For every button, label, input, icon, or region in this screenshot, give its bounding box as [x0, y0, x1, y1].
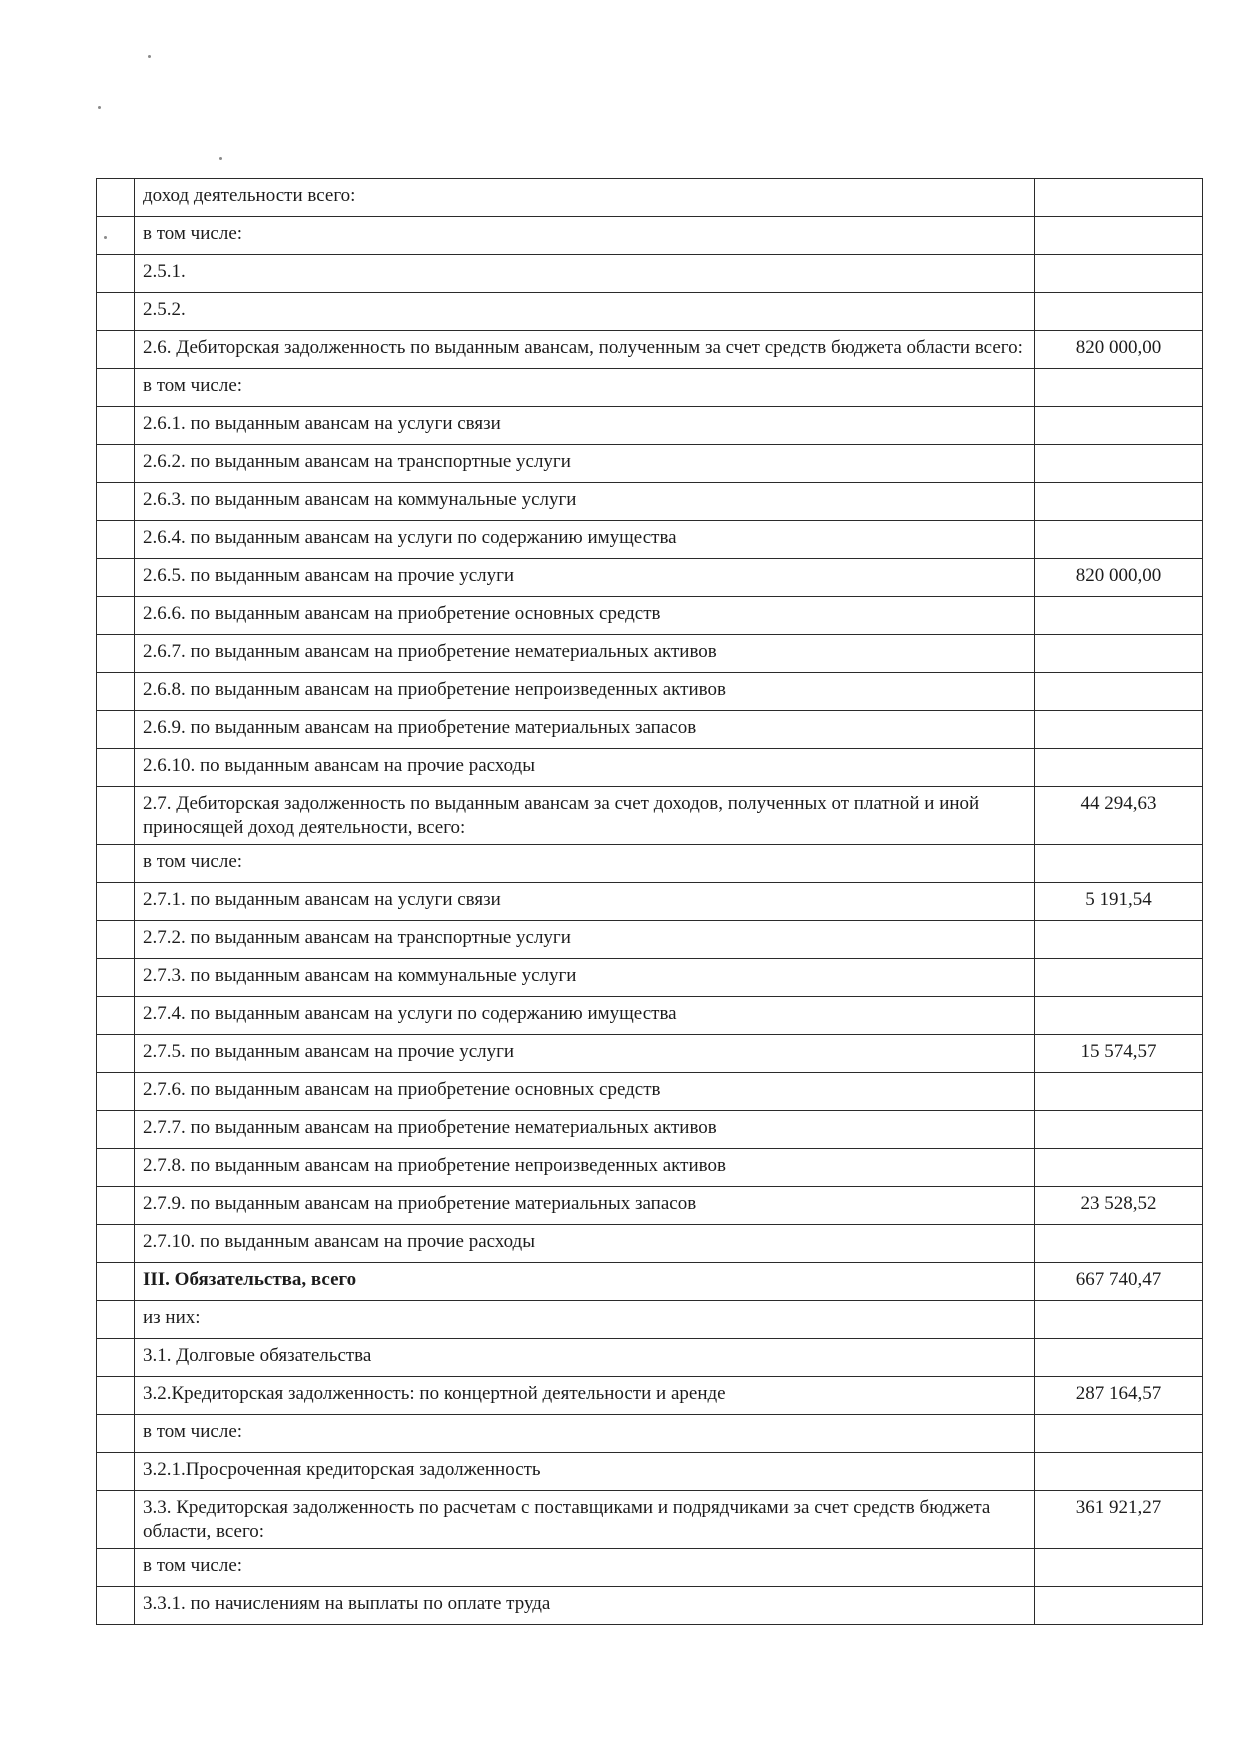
table-row — [97, 997, 1203, 1035]
row-number-cell — [97, 921, 135, 959]
row-number-cell — [97, 787, 135, 845]
row-description: 2.7.7. по выданным авансам на приобретение нематериальных активов — [135, 1111, 1035, 1149]
row-amount — [1035, 1339, 1203, 1377]
table-row — [97, 1377, 1203, 1415]
row-description: 2.7.6. по выданным авансам на приобретение основных средств — [135, 1073, 1035, 1111]
row-amount — [1035, 1415, 1203, 1453]
table-row — [97, 883, 1203, 921]
row-description: 2.6.3. по выданным авансам на коммунальные услуги — [135, 483, 1035, 521]
table-row — [97, 787, 1203, 845]
row-amount — [1035, 673, 1203, 711]
row-number-cell — [97, 255, 135, 293]
row-description: 2.7. Дебиторская задолженность по выданным авансам за счет доходов, полученных от платной и иной приносящей доход деятельности, всего: — [135, 787, 1035, 845]
row-description: 2.6. Дебиторская задолженность по выданным авансам, полученным за счет средств бюджета области всего: — [135, 331, 1035, 369]
row-amount — [1035, 293, 1203, 331]
row-number-cell — [97, 217, 135, 255]
table-row — [97, 179, 1203, 217]
row-number-cell — [97, 1263, 135, 1301]
table-row — [97, 559, 1203, 597]
row-amount — [1035, 483, 1203, 521]
table-row — [97, 673, 1203, 711]
table-row — [97, 597, 1203, 635]
row-description: доход деятельности всего: — [135, 179, 1035, 217]
table-row — [97, 1149, 1203, 1187]
table-row — [97, 921, 1203, 959]
row-amount — [1035, 921, 1203, 959]
row-description: 2.6.8. по выданным авансам на приобретение непроизведенных активов — [135, 673, 1035, 711]
row-amount — [1035, 1073, 1203, 1111]
row-amount: 23 528,52 — [1035, 1187, 1203, 1225]
row-number-cell — [97, 445, 135, 483]
row-number-cell — [97, 179, 135, 217]
row-number-cell — [97, 1453, 135, 1491]
row-number-cell — [97, 1111, 135, 1149]
table-row — [97, 1415, 1203, 1453]
table-row — [97, 407, 1203, 445]
row-number-cell — [97, 1073, 135, 1111]
table-row — [97, 1187, 1203, 1225]
row-description: в том числе: — [135, 1415, 1035, 1453]
table-row — [97, 217, 1203, 255]
row-amount: 361 921,27 — [1035, 1491, 1203, 1549]
table-row — [97, 331, 1203, 369]
row-number-cell — [97, 1035, 135, 1073]
row-amount — [1035, 1301, 1203, 1339]
row-description: 2.7.9. по выданным авансам на приобретение материальных запасов — [135, 1187, 1035, 1225]
row-description: из них: — [135, 1301, 1035, 1339]
table-row — [97, 1491, 1203, 1549]
row-amount — [1035, 749, 1203, 787]
row-number-cell — [97, 1587, 135, 1625]
table-row — [97, 1549, 1203, 1587]
table-row — [97, 1587, 1203, 1625]
row-amount: 287 164,57 — [1035, 1377, 1203, 1415]
row-number-cell — [97, 1187, 135, 1225]
row-amount — [1035, 1587, 1203, 1625]
table-row — [97, 483, 1203, 521]
row-number-cell — [97, 959, 135, 997]
row-description: 2.6.10. по выданным авансам на прочие расходы — [135, 749, 1035, 787]
row-description: 2.7.10. по выданным авансам на прочие расходы — [135, 1225, 1035, 1263]
row-number-cell — [97, 883, 135, 921]
row-description: в том числе: — [135, 1549, 1035, 1587]
table-row — [97, 845, 1203, 883]
row-number-cell — [97, 711, 135, 749]
row-number-cell — [97, 331, 135, 369]
table-row — [97, 1225, 1203, 1263]
row-amount: 667 740,47 — [1035, 1263, 1203, 1301]
row-description: 2.6.9. по выданным авансам на приобретение материальных запасов — [135, 711, 1035, 749]
row-description: III. Обязательства, всего — [135, 1263, 1035, 1301]
row-amount: 5 191,54 — [1035, 883, 1203, 921]
row-amount — [1035, 217, 1203, 255]
scan-speck — [148, 55, 151, 58]
row-description: в том числе: — [135, 845, 1035, 883]
row-number-cell — [97, 1377, 135, 1415]
row-number-cell — [97, 635, 135, 673]
row-amount — [1035, 711, 1203, 749]
row-number-cell — [97, 845, 135, 883]
row-number-cell — [97, 559, 135, 597]
row-amount — [1035, 369, 1203, 407]
row-description: 3.3.1. по начислениям на выплаты по оплате труда — [135, 1587, 1035, 1625]
table-row — [97, 445, 1203, 483]
row-number-cell — [97, 1301, 135, 1339]
row-description: 2.5.1. — [135, 255, 1035, 293]
row-amount — [1035, 635, 1203, 673]
row-description: 2.6.2. по выданным авансам на транспортные услуги — [135, 445, 1035, 483]
row-amount: 820 000,00 — [1035, 559, 1203, 597]
row-number-cell — [97, 369, 135, 407]
row-description: 2.7.2. по выданным авансам на транспортные услуги — [135, 921, 1035, 959]
table-row — [97, 521, 1203, 559]
row-number-cell — [97, 673, 135, 711]
row-amount — [1035, 445, 1203, 483]
row-description: 2.6.7. по выданным авансам на приобретение нематериальных активов — [135, 635, 1035, 673]
scan-speck — [219, 157, 222, 160]
table-row — [97, 635, 1203, 673]
row-amount: 44 294,63 — [1035, 787, 1203, 845]
row-description: в том числе: — [135, 369, 1035, 407]
row-description: 2.7.5. по выданным авансам на прочие услуги — [135, 1035, 1035, 1073]
row-amount — [1035, 255, 1203, 293]
row-description: 2.7.4. по выданным авансам на услуги по содержанию имущества — [135, 997, 1035, 1035]
row-number-cell — [97, 293, 135, 331]
row-amount — [1035, 997, 1203, 1035]
row-description: 3.2.Кредиторская задолженность: по концертной деятельности и аренде — [135, 1377, 1035, 1415]
row-number-cell — [97, 483, 135, 521]
report-table-body — [97, 179, 1203, 1625]
row-amount — [1035, 1225, 1203, 1263]
row-description: в том числе: — [135, 217, 1035, 255]
row-description: 2.7.1. по выданным авансам на услуги связи — [135, 883, 1035, 921]
row-number-cell — [97, 1415, 135, 1453]
table-row — [97, 255, 1203, 293]
row-description: 2.5.2. — [135, 293, 1035, 331]
row-number-cell — [97, 521, 135, 559]
row-number-cell — [97, 749, 135, 787]
row-description: 2.6.5. по выданным авансам на прочие услуги — [135, 559, 1035, 597]
table-row — [97, 1453, 1203, 1491]
scan-speck — [98, 106, 101, 109]
table-row — [97, 711, 1203, 749]
table-row — [97, 1111, 1203, 1149]
row-amount — [1035, 845, 1203, 883]
table-row — [97, 749, 1203, 787]
row-number-cell — [97, 997, 135, 1035]
row-number-cell — [97, 597, 135, 635]
row-amount — [1035, 1453, 1203, 1491]
table-row — [97, 1073, 1203, 1111]
row-amount — [1035, 179, 1203, 217]
row-description: 3.3. Кредиторская задолженность по расчетам с поставщиками и подрядчиками за счет средств бюджета области, всего: — [135, 1491, 1035, 1549]
row-number-cell — [97, 1491, 135, 1549]
row-amount: 820 000,00 — [1035, 331, 1203, 369]
row-amount — [1035, 597, 1203, 635]
row-amount — [1035, 1549, 1203, 1587]
row-description: 2.6.6. по выданным авансам на приобретение основных средств — [135, 597, 1035, 635]
table-row — [97, 293, 1203, 331]
row-amount — [1035, 521, 1203, 559]
row-number-cell — [97, 1549, 135, 1587]
row-description: 2.6.4. по выданным авансам на услуги по содержанию имущества — [135, 521, 1035, 559]
row-amount — [1035, 959, 1203, 997]
row-description: 2.6.1. по выданным авансам на услуги связи — [135, 407, 1035, 445]
row-description: 2.7.8. по выданным авансам на приобретение непроизведенных активов — [135, 1149, 1035, 1187]
report-table — [96, 178, 1203, 1625]
table-row — [97, 1263, 1203, 1301]
row-number-cell — [97, 1225, 135, 1263]
row-amount — [1035, 1149, 1203, 1187]
row-description: 3.1. Долговые обязательства — [135, 1339, 1035, 1377]
row-number-cell — [97, 1149, 135, 1187]
row-amount — [1035, 1111, 1203, 1149]
row-description: 3.2.1.Просроченная кредиторская задолженность — [135, 1453, 1035, 1491]
table-row — [97, 1301, 1203, 1339]
table-row — [97, 369, 1203, 407]
row-description: 2.7.3. по выданным авансам на коммунальные услуги — [135, 959, 1035, 997]
table-row — [97, 1035, 1203, 1073]
row-number-cell — [97, 407, 135, 445]
row-amount: 15 574,57 — [1035, 1035, 1203, 1073]
row-amount — [1035, 407, 1203, 445]
row-number-cell — [97, 1339, 135, 1377]
table-row — [97, 959, 1203, 997]
table-row — [97, 1339, 1203, 1377]
